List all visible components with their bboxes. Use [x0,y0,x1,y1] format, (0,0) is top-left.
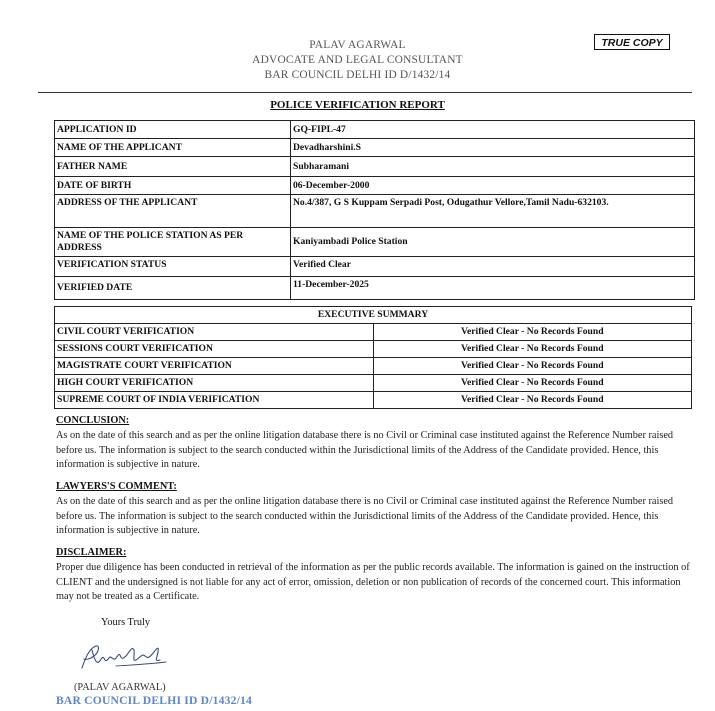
summary-label: HIGH COURT VERIFICATION [55,375,374,392]
detail-value: Subharamani [291,157,695,177]
disclaimer-section [56,546,692,605]
table-row [55,257,695,277]
table-row [55,195,695,228]
detail-label: NAME OF THE APPLICANT [55,139,291,157]
table-row [55,392,692,409]
lawyers-comment-text: As on the date of this search and as per the online litigation database there is no Civil or Criminal case instituted against the Reference Number raised before us. The information is subject to the search conducted within the Jurisdictional limits of the Address of the Candidate provided. Hence, this information is subjective in nature. [56,495,674,537]
detail-value: 06-December-2000 [291,177,695,195]
table-header-row [55,307,692,324]
conclusion-section [56,414,692,473]
true-copy-stamp: TRUE COPY [594,34,670,50]
detail-value: No.4/387, G S Kuppam Serpadi Post, Odugathur Vellore,Tamil Nadu-632103. [291,195,695,228]
detail-label: NAME OF THE POLICE STATION AS PER ADDRESS [55,228,291,257]
report-title: POLICE VERIFICATION REPORT [270,99,445,111]
detail-value: 11-December-2025 [291,277,695,300]
detail-label: DATE OF BIRTH [55,177,291,195]
advocate-role: ADVOCATE AND LEGAL CONSULTANT [252,54,463,66]
conclusion-text: As on the date of this search and as per the online litigation database there is no Civil or Criminal case instituted against the Reference Number raised before us. The information is subject to the search conducted within the Jurisdictional limits of the Address of the Candidate provided. Hence, this information is subjective in nature. [56,429,674,471]
detail-label: ADDRESS OF THE APPLICANT [55,195,291,228]
table-row [55,375,692,392]
header-divider [38,92,692,93]
lawyers-comment-section [56,480,692,539]
signatory-name: (PALAV AGARWAL) [74,682,166,693]
applicant-details-table [54,120,695,300]
table-row [55,121,695,139]
table-row [55,277,695,300]
detail-label: APPLICATION ID [55,121,291,139]
table-row [55,139,695,157]
detail-value: Kaniyambadi Police Station [291,228,695,257]
summary-label: SESSIONS COURT VERIFICATION [55,341,374,358]
executive-summary-table [54,306,692,409]
table-row [55,358,692,375]
detail-value: Devadharshini.S [291,139,695,157]
summary-value: Verified Clear - No Records Found [373,375,692,392]
disclaimer-heading: DISCLAIMER: [56,547,127,558]
detail-label: VERIFICATION STATUS [55,257,291,277]
summary-value: Verified Clear - No Records Found [373,358,692,375]
disclaimer-text: Proper due diligence has been conducted in retrieval of the information as per the public records available. The information is gained on the instruction of CLIENT and the undersigned is not liable for any act of error, omission, deletion or non publication of records of the concerned court. This information may not be treated as a Certificate. [56,561,690,603]
summary-title: EXECUTIVE SUMMARY [55,307,692,324]
table-row [55,341,692,358]
table-row [55,324,692,341]
summary-label: MAGISTRATE COURT VERIFICATION [55,358,374,375]
conclusion-heading: CONCLUSION: [56,415,130,426]
table-row [55,177,695,195]
table-row [55,157,695,177]
signatory-bar-id: BAR COUNCIL DELHI ID D/1432/14 [56,694,253,707]
summary-value: Verified Clear - No Records Found [373,324,692,341]
detail-label: VERIFIED DATE [55,277,291,300]
advocate-name: PALAV AGARWAL [309,39,406,51]
summary-value: Verified Clear - No Records Found [373,392,692,409]
table-row [55,228,695,257]
summary-value: Verified Clear - No Records Found [373,341,692,358]
advocate-bar-id: BAR COUNCIL DELHI ID D/1432/14 [264,69,451,81]
summary-label: SUPREME COURT OF INDIA VERIFICATION [55,392,374,409]
detail-value: Verified Clear [291,257,695,277]
summary-label: CIVIL COURT VERIFICATION [55,324,374,341]
yours-truly: Yours Truly [101,617,151,628]
detail-value: GQ-FIPL-47 [291,121,695,139]
detail-label: FATHER NAME [55,157,291,177]
lawyers-comment-heading: LAWYERS'S COMMENT: [56,481,177,492]
handwritten-signature-icon [72,638,172,676]
